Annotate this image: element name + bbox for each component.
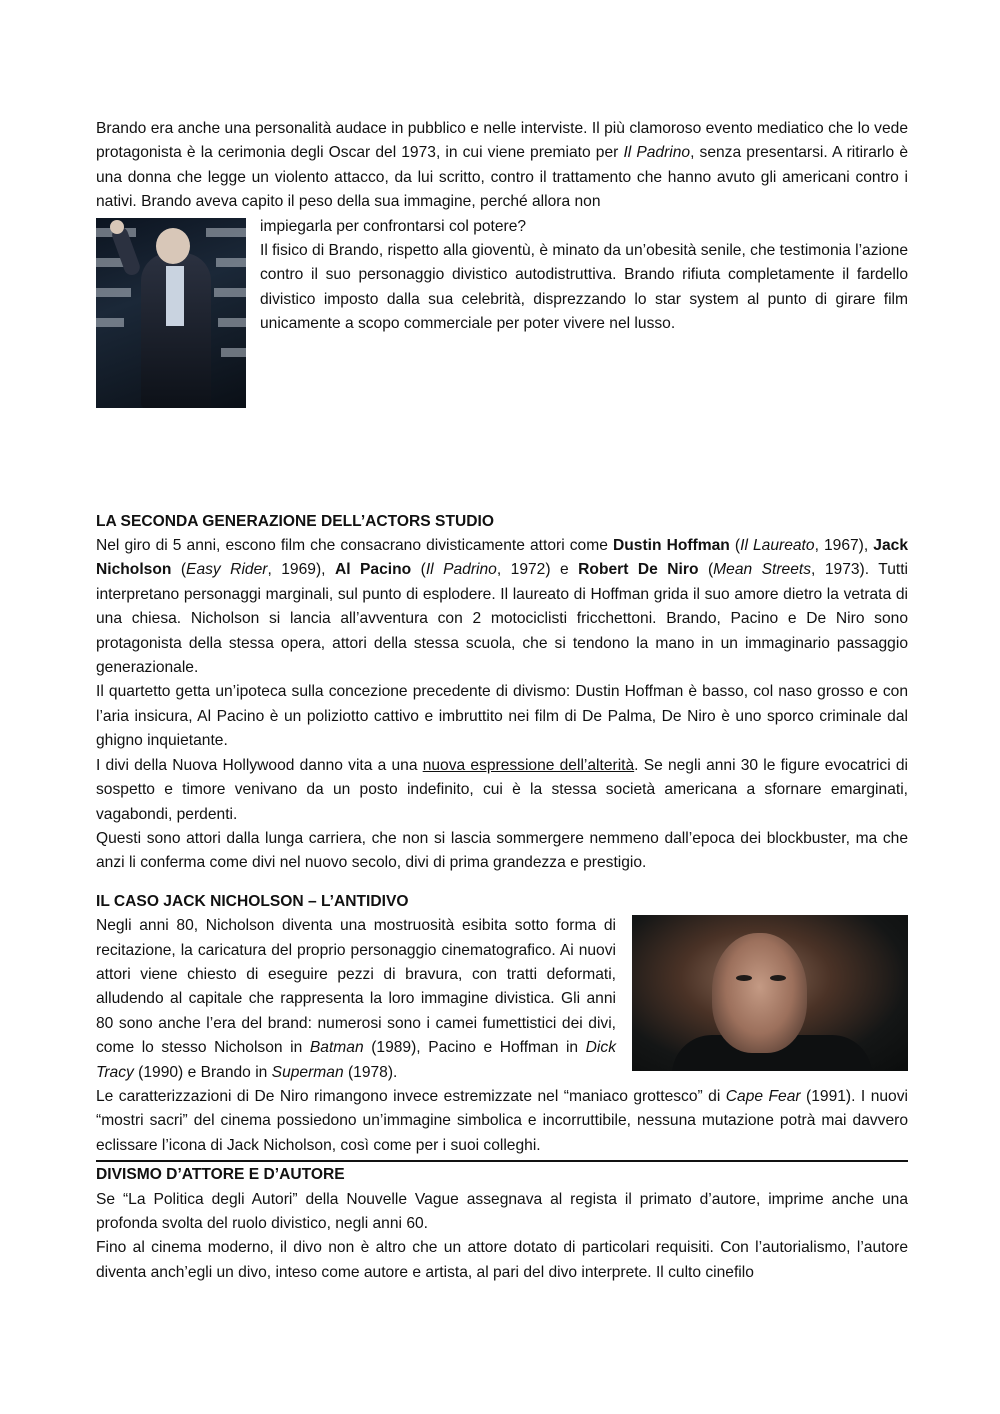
- nicholson-photo: [632, 915, 908, 1071]
- document-page: [96, 117, 908, 1285]
- divismo-paragraph-2: Fino al cinema moderno, il divo non è altro che un attore dotato di particolari requisiti. Con l’autorialismo, l’autore diventa anch’egli un divo, inteso come autore e artista, al pari del divo interprete. Il culto cinefilo: [96, 1239, 908, 1281]
- section-divider: [96, 1160, 908, 1162]
- brando-photo: [96, 218, 246, 408]
- actors-studio-paragraph-4: Questi sono attori dalla lunga carriera, che non si lascia sommergere nemmeno dall’epoca dei blockbuster, ma che anzi li conferma come divi nel nuovo secolo, divi di prima grandezza e prestigio.: [96, 829, 908, 872]
- section-heading-divismo: DIVISMO D’ATTORE E D’AUTORE: [96, 1166, 345, 1184]
- brando-paragraph-1-end: impiegarla per confrontarsi col potere?: [260, 217, 527, 235]
- actors-studio-paragraph-1: Nel giro di 5 anni, escono film che consacrano divisticamente attori come Dustin Hoffman (Il Laureato, 1967), Jack Nicholson (Easy Rider, 1969), Al Pacino (Il Padrino, 1972) e Robert De Niro (Mean Streets, 1973). Tutti interpretano personaggi marginali, sul punto di esplodere. Il laureato di Hoffman grida il suo amore dietro la vetrata di una chiesa. Nicholson si lancia all’avventura con 2 motociclisti fricchettoni. Brando, Pacino e De Niro sono protagonista della stessa opera, attori della stessa scuola, che si tendono la mano in un immaginario passaggio generazionale.: [96, 537, 909, 677]
- actors-studio-paragraph-3: I divi della Nuova Hollywood danno vita a una nuova espressione dell’alterità. Se negli anni 30 le figure evocatrici di sospetto e timore venivano da un posto indefinito, cui è la stessa società americana a sfornare emarginati, vagabondi, perdenti.: [96, 756, 908, 823]
- brando-paragraph-1: Brando era anche una personalità audace in pubblico e nelle interviste. Il più clamoroso evento mediatico che lo vede protagonista è la cerimonia degli Oscar del 1973, in cui viene premiato per Il Padrino, senza presentarsi. A ritirarlo è una donna che legge un violento attacco, da lui scritto, contro il trattamento che hanno avuto gli americani contro i nativi. Brando aveva capito il peso della sua immagine, perché allora non: [96, 120, 908, 211]
- divismo-paragraph-1: Se “La Politica degli Autori” della Nouvelle Vague assegnava al regista il primato d’autore, imprime anche una profonda svolta del ruolo divistico, negli anni 60.: [96, 1190, 908, 1232]
- actors-studio-paragraph-2: Il quartetto getta un’ipoteca sulla concezione precedente di divismo: Dustin Hoffman è basso, col naso grosso e con l’aria insicura, Al Pacino è un poliziotto cattivo e imbruttito nei film di De Palma, De Niro è uno sporco criminale dal ghigno inquietante.: [96, 683, 908, 750]
- brando-paragraph-2: Il fisico di Brando, rispetto alla gioventù, è minato da un’obesità senile, che testimonia l’azione contro il suo personaggio divistico autodistruttiva. Brando rifiuta completamente il fardello divistico imposto dalla sua celebrità, disprezzando lo star system al punto di girare film unicamente a scopo commerciale per poter vivere nel lusso.: [260, 242, 908, 333]
- brando-section: [96, 215, 908, 408]
- section-heading-actors-studio: LA SECONDA GENERAZIONE DELL’ACTORS STUDIO: [96, 512, 494, 530]
- section-heading-nicholson: IL CASO JACK NICHOLSON – L’ANTIDIVO: [96, 892, 409, 910]
- nicholson-paragraph-2: Le caratterizzazioni di De Niro rimangono invece estremizzate nel “maniaco grottesco” di Cape Fear (1991). I nuovi “mostri sacri” del cinema possiedono un’immagine simbolica e incorruttibile, nessuna mutazione potrà mai davvero eclissare l’icona di Jack Nicholson, così come per i suoi colleghi.: [96, 1087, 908, 1154]
- nicholson-paragraph-1: Negli anni 80, Nicholson diventa una mostruosità esibita sotto forma di recitazione, la caricatura del proprio personaggio cinematografico. Ai nuovi attori viene chiesto di eseguire pezzi di bravura, con tratti deformati, alludendo al capitale che rappresenta la loro immagine divistica. Gli anni 80 sono anche l’era del brand: numerosi sono i camei fumettistici dei divi, come lo stesso Nicholson in Batman (1989), Pacino e Hoffman in Dick Tracy (1990) e Brando in Superman (1978).: [96, 917, 616, 1081]
